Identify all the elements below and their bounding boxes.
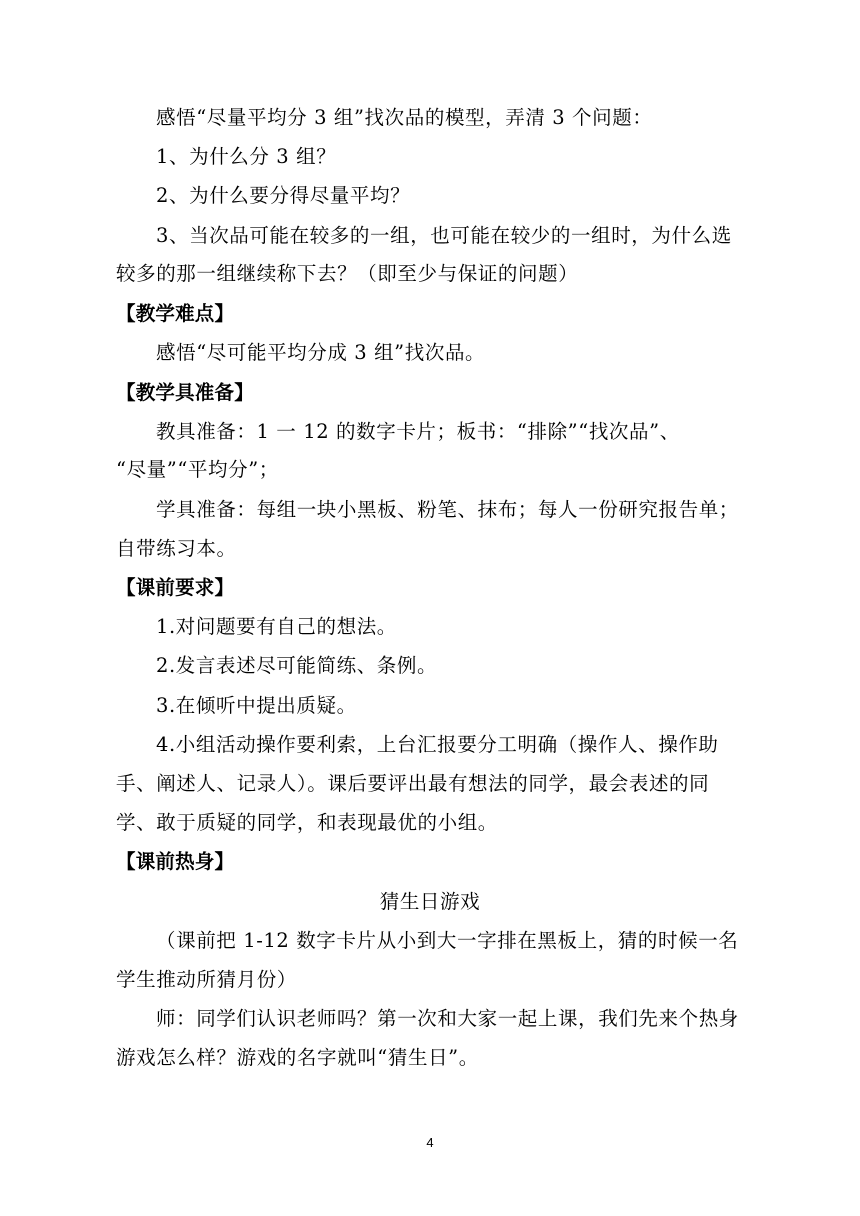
warmup-title: 猜生日游戏 xyxy=(379,890,481,913)
page-number: 4 xyxy=(426,1135,434,1150)
question-2: 2、为什么要分得尽量平均？ xyxy=(156,184,411,207)
question-1: 1、为什么分 3 组？ xyxy=(156,145,337,168)
difficulty-text: 感悟“尽可能平均分成 3 组”找次品。 xyxy=(156,341,486,364)
student-materials-line-2: 自带练习本。 xyxy=(116,537,237,560)
question-3-line-2: 较多的那一组继续称下去？（即至少与保证的问题） xyxy=(116,262,579,285)
requirement-3: 3.在倾听中提出质疑。 xyxy=(156,694,357,717)
teacher-materials-line-2: “尽量”“平均分”； xyxy=(116,458,279,481)
requirement-2: 2.发言表述尽可能简练、条例。 xyxy=(156,654,438,677)
teacher-dialogue-line-1: 师：同学们认识老师吗？第一次和大家一起上课，我们先来个热身 xyxy=(156,1007,739,1030)
difficulty-heading: 【教学难点】 xyxy=(116,302,235,325)
warmup-note-line-1: （课前把 1-12 数字卡片从小到大一字排在黑板上，猜的时候一名 xyxy=(156,929,739,952)
requirement-4-line-2: 手、阐述人、记录人）。课后要评出最有想法的同学，最会表述的同 xyxy=(116,772,710,795)
student-materials-line-1: 学具准备：每组一块小黑板、粉笔、抹布；每人一份研究报告单； xyxy=(156,498,739,521)
requirement-4-line-3: 学、敢于质疑的同学，和表现最优的小组。 xyxy=(116,811,498,834)
question-3-line-1: 3、当次品可能在较多的一组，也可能在较少的一组时，为什么选 xyxy=(156,224,732,247)
materials-heading: 【教学具准备】 xyxy=(116,381,254,404)
warmup-heading: 【课前热身】 xyxy=(116,850,235,873)
requirement-1: 1.对问题要有自己的想法。 xyxy=(156,615,397,638)
intro-line: 感悟“尽量平均分 3 组”找次品的模型，弄清 3 个问题： xyxy=(156,106,653,129)
teacher-dialogue-line-2: 游戏怎么样？游戏的名字就叫“猜生日”。 xyxy=(116,1046,479,1069)
requirements-heading: 【课前要求】 xyxy=(116,576,235,599)
requirement-4-line-1: 4.小组活动操作要利索，上台汇报要分工明确（操作人、操作助 xyxy=(156,733,719,756)
teacher-materials-line-1: 教具准备：1 一 12 的数字卡片；板书：“排除”“找次品”、 xyxy=(156,420,680,443)
warmup-note-line-2: 学生推动所猜月份） xyxy=(116,968,297,991)
